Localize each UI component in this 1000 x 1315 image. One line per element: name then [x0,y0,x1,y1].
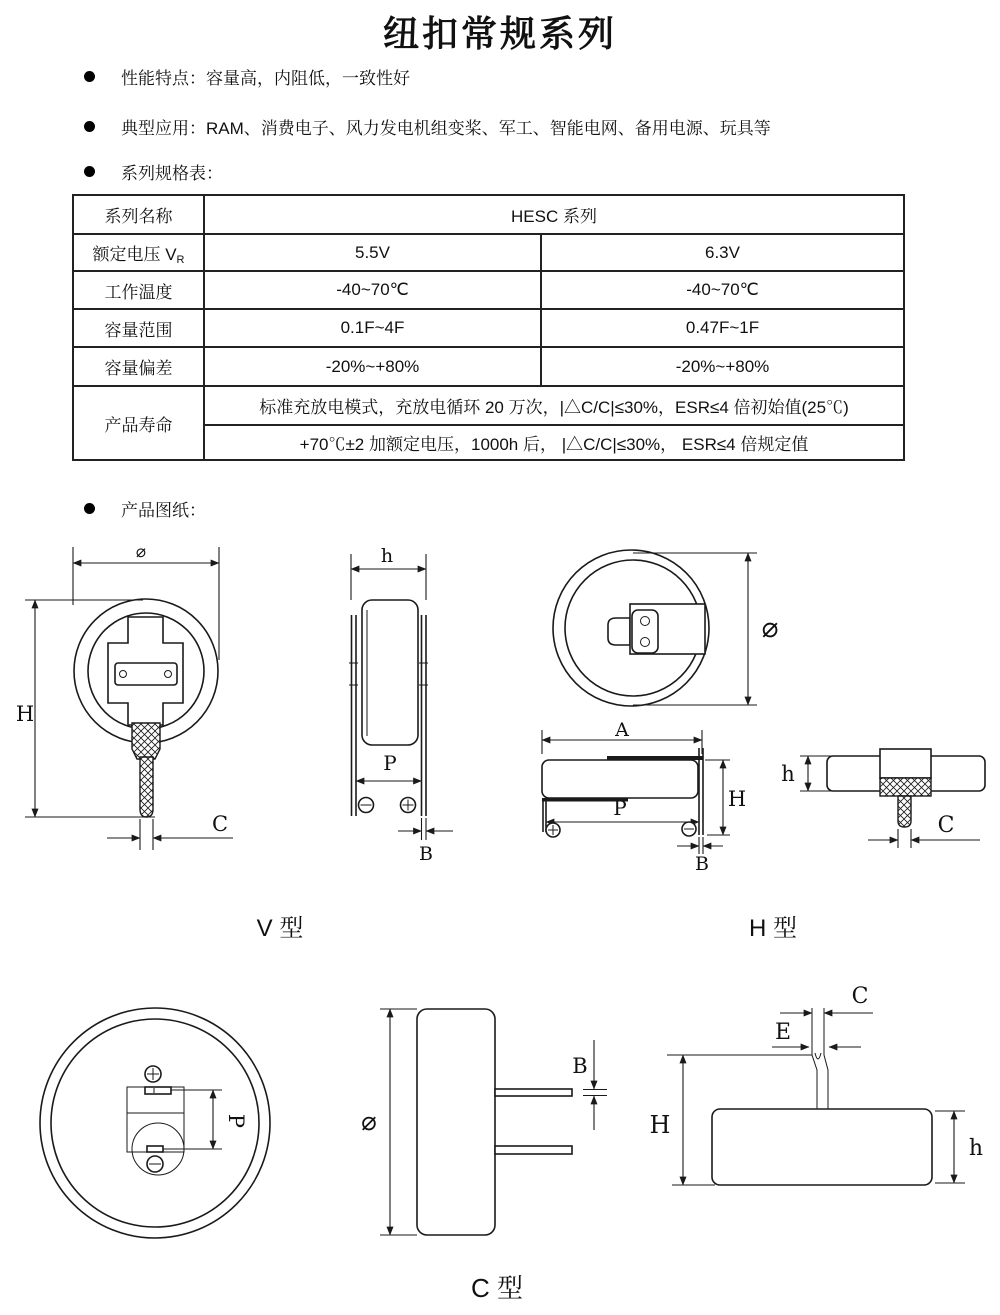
dim-h-label: h [781,762,795,786]
minus-terminal-icon [359,798,374,813]
dim-H-label: H [15,702,35,726]
plus-terminal-icon [145,1066,161,1082]
v-type-label: V 型 [256,915,304,942]
dim-B-label: B [572,1054,588,1078]
table-row [73,386,904,425]
life-line1: 标准充放电模式，充放电循环 20 万次，|△C/C|≤30%，ESR≤4 倍初始值(25℃) [204,386,904,425]
table-row [73,195,904,234]
bullet-drawings [84,496,206,521]
dim-diameter-label: ⌀ [761,611,779,644]
bullet-icon [84,121,95,132]
v-type-front-drawing [15,535,310,870]
h-type-side-drawing [525,719,760,877]
plus-terminal-icon [401,798,416,813]
table-row [73,271,904,309]
page-title: 纽扣常规系列 [382,13,617,54]
h-type-label: H 型 [749,915,797,942]
capacity-5v5: 0.1F~4F [204,309,541,347]
dim-A-label: A [615,719,629,741]
dim-P-label: P [224,1113,248,1129]
table-row [73,347,904,386]
dim-H-label: H [649,1111,671,1139]
dim-h-label: h [380,545,394,567]
bullet-drawings-text: 产品图纸： [121,501,206,520]
dim-B-label: B [695,853,709,875]
dim-B-label: B [419,843,433,865]
dim-C-label: C [937,813,955,838]
voltage-6v3: 6.3V [541,234,904,271]
temp-6v3: -40~70℃ [541,271,904,309]
table-row [73,234,904,271]
spec-table [72,194,905,461]
minus-terminal-icon [682,822,696,836]
plus-terminal-icon [546,823,560,837]
dim-P-label: P [383,751,397,775]
capacity-6v3: 0.47F~1F [541,309,904,347]
tolerance-label: 容量偏差 [73,347,204,386]
minus-terminal-icon [147,1156,163,1172]
h-type-top-drawing [520,537,785,727]
series-name-label: 系列名称 [73,195,204,234]
c-type-label: C 型 [470,1273,523,1303]
dim-C-label: C [211,812,229,836]
dim-E-label: E [774,1020,792,1045]
temp-5v5: -40~70℃ [204,271,541,309]
table-row [73,309,904,347]
c-type-front-drawing [30,1000,275,1255]
temp-label: 工作温度 [73,271,204,309]
dim-diameter-label: ⌀ [361,1107,377,1137]
dim-diameter-label: ⌀ [135,542,147,562]
bullet-icon [84,71,95,82]
dim-P-label: P [613,796,627,820]
tolerance-6v3: -20%~+80% [541,347,904,386]
bullet-spec-table-text: 系列规格表： [121,164,223,183]
bullet-spec-table [84,159,223,184]
bullet-icon [84,166,95,177]
c-type-lead-drawing [635,985,995,1245]
bullet-applications [84,114,771,139]
c-type-side-drawing [355,995,600,1260]
dim-h-label: h [968,1136,984,1161]
capacity-label: 容量范围 [73,309,204,347]
dim-H-label: H [727,787,747,811]
dim-C-label: C [851,984,869,1009]
tolerance-5v5: -20%~+80% [204,347,541,386]
bullet-applications-text: 典型应用：RAM、消费电子、风力发电机组变桨、军工、智能电网、备用电源、玩具等 [121,119,771,138]
bullet-features [84,64,410,89]
h-type-edge-drawing [750,728,1000,853]
voltage-label: 额定电压 $V_R$ [73,234,204,271]
v-type-side-drawing [325,538,510,868]
series-name-value: HESC 系列 [204,195,904,234]
bullet-icon [84,503,95,514]
life-line2: +70℃±2 加额定电压，1000h 后， |△C/C|≤30%， ESR≤4 倍规定值 [204,425,904,460]
life-label: 产品寿命 [73,386,204,460]
voltage-5v5: 5.5V [204,234,541,271]
bullet-features-text: 性能特点：容量高，内阻低，一致性好 [121,69,410,88]
